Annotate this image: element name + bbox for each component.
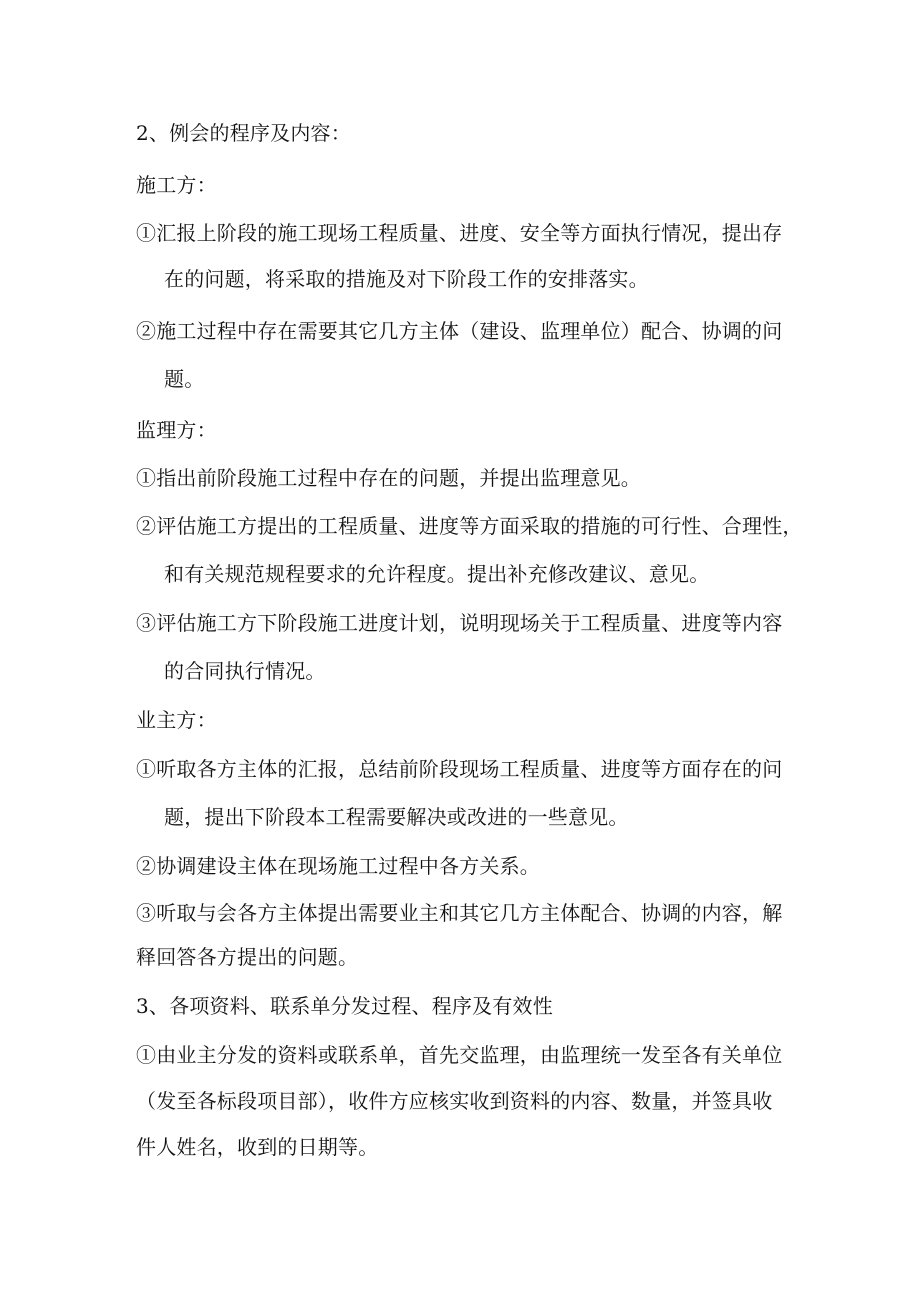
supervisor-item-2-cont: 和有关规范规程要求的允许程度。提出补充修改建议、意见。 <box>164 562 710 586</box>
contractor-item-1-cont: 在的问题，将采取的措施及对下阶段工作的安排落实。 <box>164 267 649 291</box>
owner-item-3: ③听取与会各方主体提出需要业主和其它几方主体配合、协调的内容，解 <box>136 901 783 925</box>
supervisor-item-3-cont: 的合同执行情况。 <box>164 659 326 683</box>
supervisor-item-1: ①指出前阶段施工过程中存在的问题，并提出监理意见。 <box>136 466 641 490</box>
documents-item-1: ①由业主分发的资料或联系单，首先交监理，由监理统一发至各有关单位 <box>136 1043 783 1067</box>
supervisor-item-2: ②评估施工方提出的工程质量、进度等方面采取的措施的可行性、合理性， <box>136 514 803 538</box>
owner-item-3-cont: 释回答各方提出的问题。 <box>136 945 359 969</box>
owner-item-1: ①听取各方主体的汇报，总结前阶段现场工程质量、进度等方面存在的问 <box>136 757 783 781</box>
party-heading-supervisor: 监理方： <box>136 418 217 442</box>
contractor-item-2: ②施工过程中存在需要其它几方主体（建设、监理单位）配合、协调的问 <box>136 319 783 343</box>
party-heading-owner: 业主方： <box>136 708 217 732</box>
documents-item-1-cont-1: （发至各标段项目部），收件方应核实收到资料的内容、数量，并签具收 <box>136 1089 773 1113</box>
contractor-item-2-cont: 题。 <box>164 367 205 391</box>
section-heading-documents: 3、各项资料、联系单分发过程、程序及有效性 <box>136 994 553 1018</box>
owner-item-2: ②协调建设主体在现场施工过程中各方关系。 <box>136 854 540 878</box>
supervisor-item-3: ③评估施工方下阶段施工进度计划，说明现场关于工程质量、进度等内容 <box>136 611 783 635</box>
party-heading-contractor: 施工方： <box>136 173 217 197</box>
documents-item-1-cont-2: 件人姓名，收到的日期等。 <box>136 1135 379 1159</box>
contractor-item-1: ①汇报上阶段的施工现场工程质量、进度、安全等方面执行情况，提出存 <box>136 221 783 245</box>
owner-item-1-cont: 题，提出下阶段本工程需要解决或改进的一些意见。 <box>164 805 629 829</box>
section-heading-meeting-procedure: 2、例会的程序及内容： <box>136 121 351 145</box>
